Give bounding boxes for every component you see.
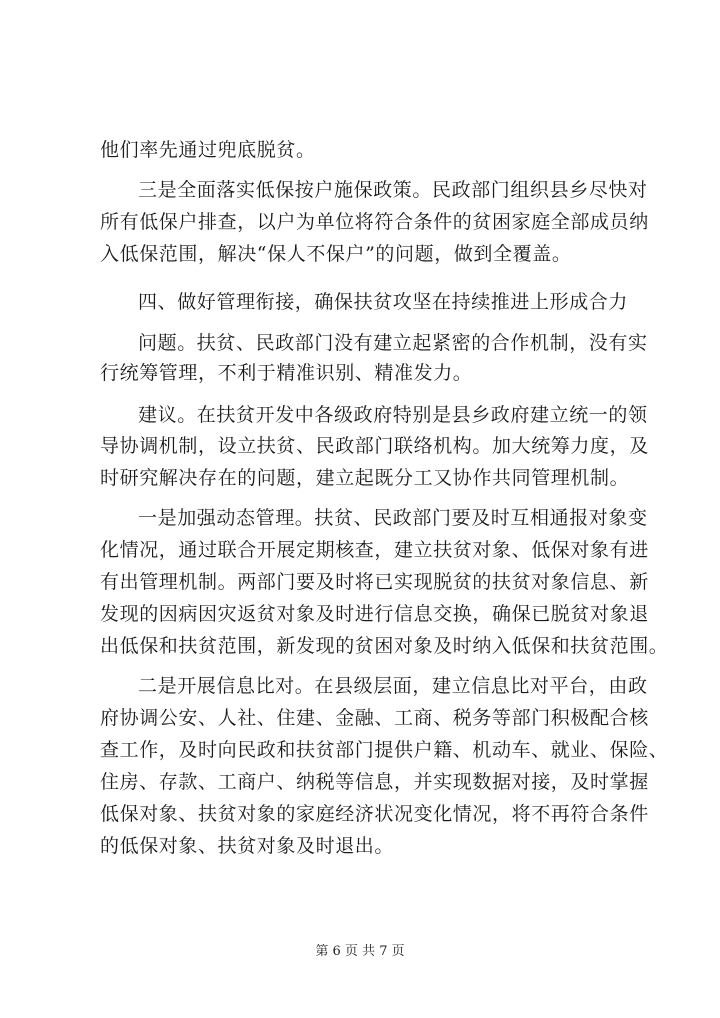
- text-line: 一是加强动态管理。扶贫、民政部门要及时互相通报对象变: [138, 507, 648, 529]
- text-line: 时研究解决存在的问题，建立起既分工又协作共同管理机制。: [100, 467, 630, 489]
- text-line: 他们率先通过兜底脱贫。: [100, 139, 316, 161]
- text-line: 建议。在扶贫开发中各级政府特别是县乡政府建立统一的领: [138, 404, 648, 426]
- text-line: 导协调机制，设立扶贫、民政部门联络机构。加大统筹力度，及: [100, 435, 649, 457]
- text-line: 所有低保户排查，以户为单位将符合条件的贫困家庭全部成员纳: [100, 211, 649, 233]
- text-line: 三是全面落实低保按户施保政策。民政部门组织县乡尽快对: [138, 179, 648, 201]
- text-line: 住房、存款、工商户、纳税等信息，并实现数据对接，及时掌握: [100, 771, 649, 793]
- text-line: 二是开展信息比对。在县级层面，建立信息比对平台，由政: [138, 675, 648, 697]
- text-line: 出低保和扶贫范围，新发现的贫困对象及时纳入低保和扶贫范围。: [100, 635, 669, 657]
- text-line: 行统筹管理，不利于精准识别、精准发力。: [100, 362, 473, 384]
- page-number-footer: 第 6 页 共 7 页: [315, 944, 405, 959]
- heading-line: 四、做好管理衔接，确保扶贫攻坚在持续推进上形成合力: [138, 291, 629, 313]
- text-line: 查工作，及时向民政和扶贫部门提供户籍、机动车、就业、保险、: [100, 739, 669, 761]
- text-line: 入低保范围，解决“保人不保户”的问题，做到全覆盖。: [100, 243, 572, 265]
- text-line: 化情况，通过联合开展定期核查，建立扶贫对象、低保对象有进: [100, 539, 649, 561]
- text-line: 发现的因病因灾返贫对象及时进行信息交换，确保已脱贫对象退: [100, 603, 649, 625]
- text-line: 的低保对象、扶贫对象及时退出。: [100, 835, 395, 857]
- text-line: 府协调公安、人社、住建、金融、工商、税务等部门积极配合核: [100, 707, 649, 729]
- text-line: 问题。扶贫、民政部门没有建立起紧密的合作机制，没有实: [138, 332, 648, 354]
- text-line: 低保对象、扶贫对象的家庭经济状况变化情况，将不再符合条件: [100, 803, 649, 825]
- text-line: 有出管理机制。两部门要及时将已实现脱贫的扶贫对象信息、新: [100, 571, 649, 593]
